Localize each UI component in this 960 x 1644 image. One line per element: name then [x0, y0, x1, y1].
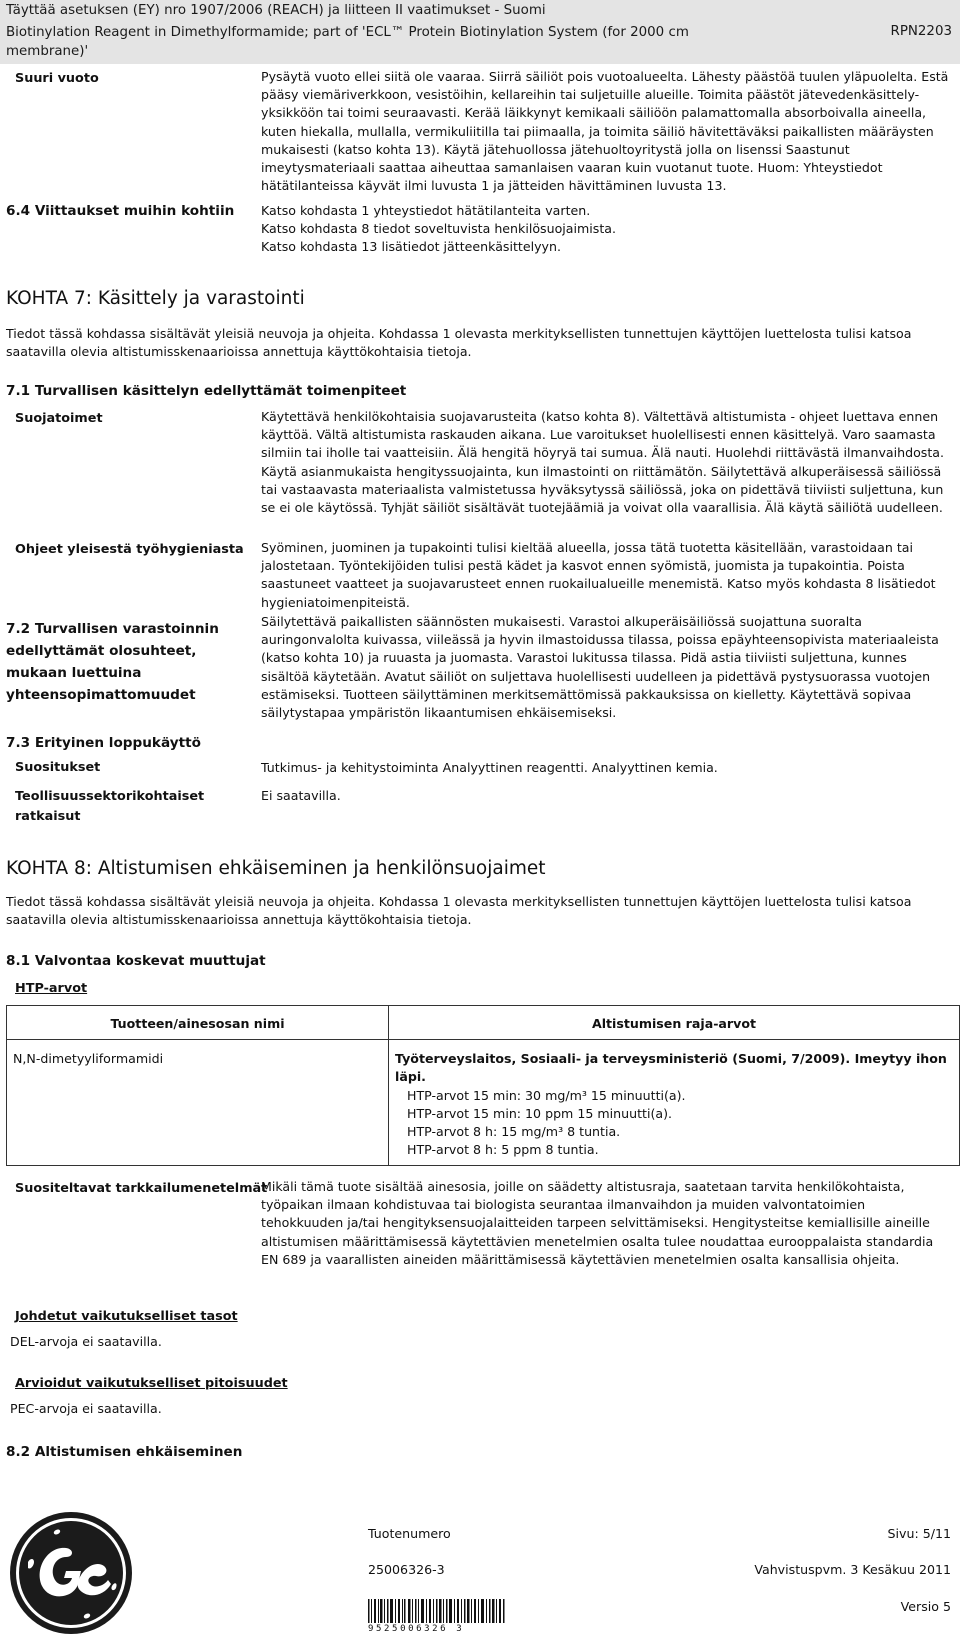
- table-header-row: [7, 1006, 960, 1040]
- limit-value: HTP-arvot 15 min: 30 mg/m³ 15 minuutti(a).: [407, 1087, 686, 1103]
- validation-date: Vahvistuspvm. 3 Kesäkuu 2011: [754, 1562, 951, 1577]
- product-code: RPN2203: [890, 24, 952, 39]
- section-7-3-title: 7.3 Erityinen loppukäyttö: [6, 735, 201, 751]
- recommendations-label: Suositukset: [15, 760, 101, 775]
- protective-measures-label: Suojatoimet: [15, 411, 103, 426]
- section-7-1-title: 7.1 Turvallisen käsittelyn edellyttämät toimenpiteet: [6, 383, 407, 399]
- section-7-title: KOHTA 7: Käsittely ja varastointi: [6, 288, 305, 309]
- ge-logo: [8, 1510, 134, 1636]
- substance-name: N,N-dimetyyliformamidi: [7, 1040, 389, 1166]
- htp-values-label: HTP-arvot: [15, 981, 88, 996]
- pnec-label: Arvioidut vaikutukselliset pitoisuudet: [15, 1376, 288, 1391]
- dnel-label: Johdetut vaikutukselliset tasot: [15, 1309, 238, 1324]
- column-header: Tuotteen/ainesosan nimi: [7, 1006, 389, 1040]
- table-row: [7, 1040, 960, 1166]
- barcode-icon: [368, 1599, 506, 1623]
- protective-measures-text: Käytettävä henkilökohtaisia suojavarusteita (katso kohta 8). Vältettävä altistumista - ohjeet luettava ennen käyttöä. Vältä altistumista raskauden aikana. Lue varoitukset huolellisesti ennen käsittelyä. Varo saamasta silmiin tai iholle tai vaatteisiin. Älä hengitä höyryä tai sumua. Älä nauti. Huolehdi riittävästä ilmanvaihdosta. Käytä asianmukaista hengityssuojainta, kun ilmastointi on riittämätön. Säilytettävä alkuperäisessä säiliössä tai vastaavasta materiaalista valmistetussa hyväksytyssä säiliössä, joka on pidettävä tiiviisti suljettuna, kun se ei ole käytössä. Tyhjät säiliöt sisältävät tuotejäämiä ja voivat olla vaarallisia. Älä käytä säiliötä uudelleen.: [261, 409, 945, 516]
- ref-line: Katso kohdasta 13 lisätiedot jätteenkäsittelyyn.: [261, 239, 561, 255]
- page-number: Sivu: 5/11: [887, 1526, 951, 1541]
- limit-values-cell: [389, 1040, 960, 1166]
- section-7-2-text: Säilytettävä paikallisten säännösten mukaisesti. Varastoi alkuperäisäiliössä suojattuna suoralta auringonvalolta kuivassa, viileässä ja hyvin ilmastoidussa tilassa, poissa epäyhteensopivista materiaaleista (katso kohta 10) ja ruuasta ja juomasta. Varastoi lukitussa tilassa. Pidä astia tiiviisti suljettuna, kunnes sisältöä käytetään. Avatut säiliöt on suljettava huolellisesti uudelleen ja pidettävä pystysuorassa vuotojen estämiseksi. Tuotteen säilyttäminen merkitsemättömissä pakkauksissa on kielletty. Käytettävä sopivaa säilytystapaa ympäristön likaantumisen ehkäisemiseksi.: [261, 614, 939, 721]
- regulation-line: Täyttää asetuksen (EY) nro 1907/2006 (REACH) ja liitteen II vaatimukset - Suomi: [6, 3, 546, 18]
- barcode-digits: 9525006326 3: [368, 1624, 465, 1634]
- limit-value: HTP-arvot 15 min: 10 ppm 15 minuutti(a).: [407, 1105, 672, 1121]
- dnel-text: DEL-arvoja ei saatavilla.: [10, 1334, 162, 1349]
- exposure-limits-table: [6, 1005, 960, 1166]
- product-number: 25006326-3: [368, 1562, 445, 1577]
- ref-line: Katso kohdasta 1 yhteystiedot hätätilanteita varten.: [261, 203, 591, 218]
- limit-source: Työterveyslaitos, Sosiaali- ja terveysministeriö (Suomi, 7/2009). Imeytyy ihon läpi.: [395, 1051, 947, 1085]
- pnec-text: PEC-arvoja ei saatavilla.: [10, 1401, 162, 1416]
- industrial-text: Ei saatavilla.: [261, 788, 341, 803]
- large-spill-label: Suuri vuoto: [15, 71, 99, 86]
- hygiene-text: Syöminen, juominen ja tupakointi tulisi kieltää alueella, jossa tätä tuotetta käsitellään, varastoidaan tai jalostetaan. Työntekijöiden tulisi pestä kädet ja kasvot ennen syömistä, juomista ja tupakointia. Poista saastuneet vaatteet ja suojavarusteet ennen ruokailualueille menemistä. Katso myös kohdasta 8 lisätiedot hygieniatoimenpiteistä.: [261, 540, 936, 610]
- recommendations-text: Tutkimus- ja kehitystoiminta Analyyttinen reagentti. Analyyttinen kemia.: [261, 760, 718, 775]
- product-number-label: Tuotenumero: [368, 1526, 451, 1541]
- section-7-intro: Tiedot tässä kohdassa sisältävät yleisiä neuvoja ja ohjeita. Kohdassa 1 olevasta merkityksellisten tunnettujen käyttöjen luettelosta tulisi katsoa saatavilla olevia altistumisskenaarioissa annettuja käyttökohtaisia tietoja.: [6, 326, 912, 360]
- section-6-4-label: 6.4 Viittaukset muihin kohtiin: [6, 203, 235, 219]
- monitoring-label: Suositeltavat tarkkailumenetelmät: [15, 1181, 268, 1196]
- ref-line: Katso kohdasta 8 tiedot soveltuvista henkilösuojaimista.: [261, 221, 616, 237]
- section-6-4-refs: [261, 202, 951, 257]
- industrial-label: Teollisuussektorikohtaiset ratkaisut: [15, 789, 205, 824]
- section-8-intro: Tiedot tässä kohdassa sisältävät yleisiä neuvoja ja ohjeita. Kohdassa 1 olevasta merkityksellisten tunnettujen käyttöjen luettelosta tulisi katsoa saatavilla olevia altistumisskenaarioissa annettuja käyttökohtaisia tietoja.: [6, 894, 912, 928]
- limit-value: HTP-arvot 8 h: 5 ppm 8 tuntia.: [407, 1142, 599, 1158]
- large-spill-text: Pysäytä vuoto ellei siitä ole vaaraa. Siirrä säiliöt pois vuotoalueelta. Lähesty päästöä tuulen yläpuolelta. Estä pääsy viemäriverkkoon, vesistöihin, kellareihin tai suljetuille alueille. Toimita päästöt jätevedenkäsittely-yksikköön tai toimi seuraavasti. Kerää läikkynyt kemikaali säiliöön palamattomalla absorboivalla aineella, kuten hiekalla, mullalla, vermikuliitilla tai piimaalla, ja toimita säiliö hävitettäväksi paikallisten määräysten mukaisesti (katso kohta 13). Käytä jätehuollossa jätehuoltoyritystä jolla on lisenssi Saastunut imeytysmateriaali saattaa aiheuttaa samanlaisen vaaran kuin vuotanut tuote. Huom: Yhteystiedot hätätilanteissa käyvät ilmi luvusta 1 ja jätteiden hävittäminen luvusta 13.: [261, 69, 949, 194]
- section-7-2-label: 7.2 Turvallisen varastoinnin edellyttämät olosuhteet, mukaan luettuina yhteensopimattomuudet: [6, 621, 219, 703]
- column-header: Altistumisen raja-arvot: [389, 1006, 960, 1040]
- version: Versio 5: [900, 1599, 951, 1614]
- limit-value: HTP-arvot 8 h: 15 mg/m³ 8 tuntia.: [407, 1124, 621, 1140]
- monitoring-text: Mikäli tämä tuote sisältää ainesosia, joille on säädetty altistusraja, saatetaan tarvita henkilökohtaista, työpaikan ilmaan kohdistuvaa tai biologista seurantaa ilmanvaihdon ja muiden valvontatoimien tehokkuuden ja/tai hengityksensuojalaitteiden tarpeen selvittämiseksi. Hengitysteitse kemiallisille aineille altistumisen määrittämisessä käytettävien menetelmien osalta tulee noudattaa eurooppalaista standardia EN 689 ja vaarallisten aineiden määrittämisessä käytettävien menetelmien osalta kansallisia ohjeita.: [261, 1179, 934, 1267]
- hygiene-label: Ohjeet yleisestä työhygieniasta: [15, 542, 244, 557]
- section-8-1-title: 8.1 Valvontaa koskevat muuttujat: [6, 953, 266, 969]
- document-header: [0, 0, 960, 64]
- product-name: Biotinylation Reagent in Dimethylformamide; part of 'ECL™ Protein Biotinylation System (for 2000 cm membrane)': [6, 25, 689, 59]
- section-8-title: KOHTA 8: Altistumisen ehkäiseminen ja henkilönsuojaimet: [6, 858, 546, 879]
- section-8-2-title: 8.2 Altistumisen ehkäiseminen: [6, 1444, 243, 1460]
